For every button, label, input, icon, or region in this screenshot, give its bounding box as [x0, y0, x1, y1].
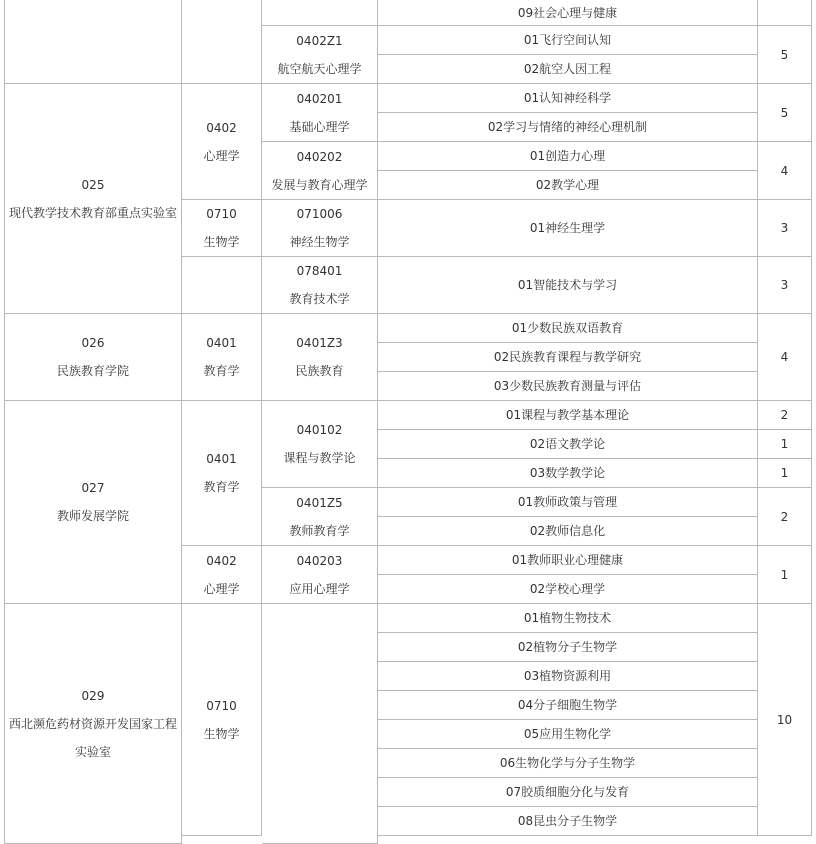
direction-label: 01创造力心理	[529, 149, 606, 163]
quota-cell	[758, 26, 812, 84]
discipline-cell	[182, 0, 262, 84]
direction-cell	[378, 0, 758, 26]
major-code: 0401Z5	[296, 495, 343, 510]
direction-label: 02学校心理学	[529, 582, 606, 596]
college-cell	[4, 604, 182, 844]
direction-label: 04分子细胞生物学	[517, 698, 618, 712]
discipline-code: 0710	[206, 207, 237, 221]
discipline-cell	[182, 604, 262, 836]
direction-label: 01神经生理学	[529, 221, 606, 235]
major-cell	[262, 257, 378, 314]
major-code: 040202	[296, 149, 343, 164]
direction-cell	[378, 691, 758, 720]
college-cell	[4, 84, 182, 314]
direction-label: 01认知神经科学	[523, 91, 612, 105]
college-code: 025	[81, 177, 105, 192]
major-cell	[262, 142, 378, 200]
quota-value: 3	[780, 278, 789, 292]
college-cell	[4, 0, 182, 84]
direction-label: 01植物生物技术	[523, 611, 612, 625]
direction-label: 02语文教学论	[529, 437, 606, 451]
major-code: 078401	[296, 264, 343, 278]
direction-cell	[378, 488, 758, 517]
college-cell	[4, 314, 182, 401]
quota-value: 5	[780, 105, 789, 120]
direction-label: 02教师信息化	[529, 524, 606, 538]
discipline-name: 心理学	[203, 581, 240, 596]
quota-cell	[758, 430, 812, 459]
direction-cell	[378, 401, 758, 430]
discipline-cell	[182, 401, 262, 546]
direction-label: 01教师职业心理健康	[511, 553, 624, 567]
quota-value: 1	[780, 466, 789, 480]
quota-cell	[758, 0, 812, 26]
direction-label: 02植物分子生物学	[517, 640, 618, 654]
direction-label: 01智能技术与学习	[517, 278, 618, 292]
quota-value: 2	[780, 408, 789, 422]
major-code: 040201	[296, 91, 343, 106]
direction-cell	[378, 314, 758, 343]
quota-value: 1	[780, 437, 789, 451]
discipline-name: 生物学	[203, 235, 240, 249]
major-code: 0402Z1	[296, 33, 343, 48]
direction-label: 02民族教育课程与教学研究	[493, 350, 642, 364]
major-name: 发展与教育心理学	[271, 177, 368, 192]
major-name: 民族教育	[295, 364, 344, 378]
direction-cell	[378, 343, 758, 372]
quota-value: 1	[780, 567, 789, 582]
discipline-name: 生物学	[203, 726, 240, 741]
college-name: 西北濒危药材资源开发国家工程	[8, 716, 177, 731]
quota-cell	[758, 401, 812, 430]
major-cell	[262, 200, 378, 257]
direction-cell	[378, 113, 758, 142]
discipline-code: 0402	[206, 120, 237, 135]
quota-value: 4	[780, 350, 789, 364]
college-name: 民族教育学院	[56, 364, 129, 378]
college-name: 实验室	[74, 744, 111, 759]
direction-cell	[378, 257, 758, 314]
major-cell	[262, 0, 378, 26]
direction-cell	[378, 171, 758, 200]
major-name: 课程与教学论	[283, 451, 356, 465]
quota-cell	[758, 604, 812, 836]
direction-label: 09社会心理与健康	[517, 5, 618, 20]
college-code: 027	[81, 481, 105, 495]
major-cell	[262, 488, 378, 546]
quota-cell	[758, 142, 812, 200]
major-cell	[262, 546, 378, 604]
discipline-cell	[182, 314, 262, 401]
direction-cell	[378, 778, 758, 807]
direction-cell	[378, 55, 758, 84]
direction-label: 07胶质细胞分化与发育	[505, 785, 630, 799]
quota-cell	[758, 488, 812, 546]
major-code: 071006	[296, 207, 343, 221]
quota-cell	[758, 84, 812, 142]
direction-cell	[378, 662, 758, 691]
direction-cell	[378, 546, 758, 575]
college-code: 029	[81, 688, 105, 703]
discipline-code: 0401	[206, 452, 237, 466]
major-name: 教育技术学	[289, 292, 350, 306]
major-name: 基础心理学	[289, 119, 350, 134]
discipline-code: 0710	[206, 698, 237, 713]
discipline-name: 教育学	[203, 480, 240, 494]
discipline-code: 0402	[206, 553, 237, 568]
direction-label: 02教学心理	[535, 178, 600, 192]
discipline-cell	[182, 84, 262, 200]
college-name: 现代教学技术教育部重点实验室	[8, 205, 177, 220]
direction-cell	[378, 749, 758, 778]
quota-value: 4	[780, 163, 789, 178]
quota-value: 3	[780, 221, 789, 235]
direction-cell	[378, 517, 758, 546]
quota-value: 5	[780, 47, 789, 62]
major-cell	[262, 84, 378, 142]
quota-cell	[758, 200, 812, 257]
direction-label: 01少数民族双语教育	[511, 321, 624, 335]
discipline-name: 教育学	[203, 364, 240, 378]
direction-cell	[378, 84, 758, 113]
direction-label: 03数学教学论	[529, 466, 606, 480]
direction-label: 01课程与教学基本理论	[505, 408, 630, 422]
discipline-name: 心理学	[203, 148, 240, 163]
major-name: 应用心理学	[289, 581, 350, 596]
direction-cell	[378, 633, 758, 662]
direction-label: 03少数民族教育测量与评估	[493, 379, 642, 393]
quota-cell	[758, 257, 812, 314]
major-cell	[262, 401, 378, 488]
direction-label: 03植物资源利用	[523, 669, 612, 683]
major-cell	[262, 314, 378, 401]
quota-cell	[758, 546, 812, 604]
discipline-cell	[182, 257, 262, 314]
direction-label: 01飞行空间认知	[523, 33, 612, 47]
quota-value: 10	[776, 712, 793, 727]
direction-label: 08昆虫分子生物学	[517, 814, 618, 828]
direction-cell	[378, 26, 758, 55]
direction-cell	[378, 372, 758, 401]
direction-label: 01教师政策与管理	[517, 495, 618, 509]
direction-cell	[378, 200, 758, 257]
major-name: 航空航天心理学	[277, 61, 362, 76]
direction-label: 06生物化学与分子生物学	[499, 756, 636, 770]
college-cell	[4, 401, 182, 604]
major-name: 神经生物学	[289, 235, 350, 249]
direction-cell	[378, 430, 758, 459]
quota-value: 2	[780, 509, 789, 524]
direction-label: 02航空人因工程	[523, 62, 612, 76]
discipline-cell	[182, 546, 262, 604]
quota-cell	[758, 314, 812, 401]
direction-label: 05应用生物化学	[523, 727, 612, 741]
major-cell	[262, 26, 378, 84]
direction-cell	[378, 807, 758, 836]
major-cell	[262, 604, 378, 844]
major-code: 0401Z3	[296, 336, 343, 350]
quota-cell	[758, 459, 812, 488]
college-name: 教师发展学院	[56, 509, 129, 523]
discipline-cell	[182, 200, 262, 257]
discipline-code: 0401	[206, 336, 237, 350]
major-code: 040102	[296, 423, 343, 437]
major-name: 教师教育学	[289, 523, 350, 538]
direction-cell	[378, 459, 758, 488]
direction-label: 02学习与情绪的神经心理机制	[487, 120, 648, 134]
college-code: 026	[81, 336, 105, 350]
direction-cell	[378, 720, 758, 749]
direction-cell	[378, 575, 758, 604]
direction-cell	[378, 604, 758, 633]
major-code: 040203	[296, 553, 343, 568]
direction-cell	[378, 142, 758, 171]
